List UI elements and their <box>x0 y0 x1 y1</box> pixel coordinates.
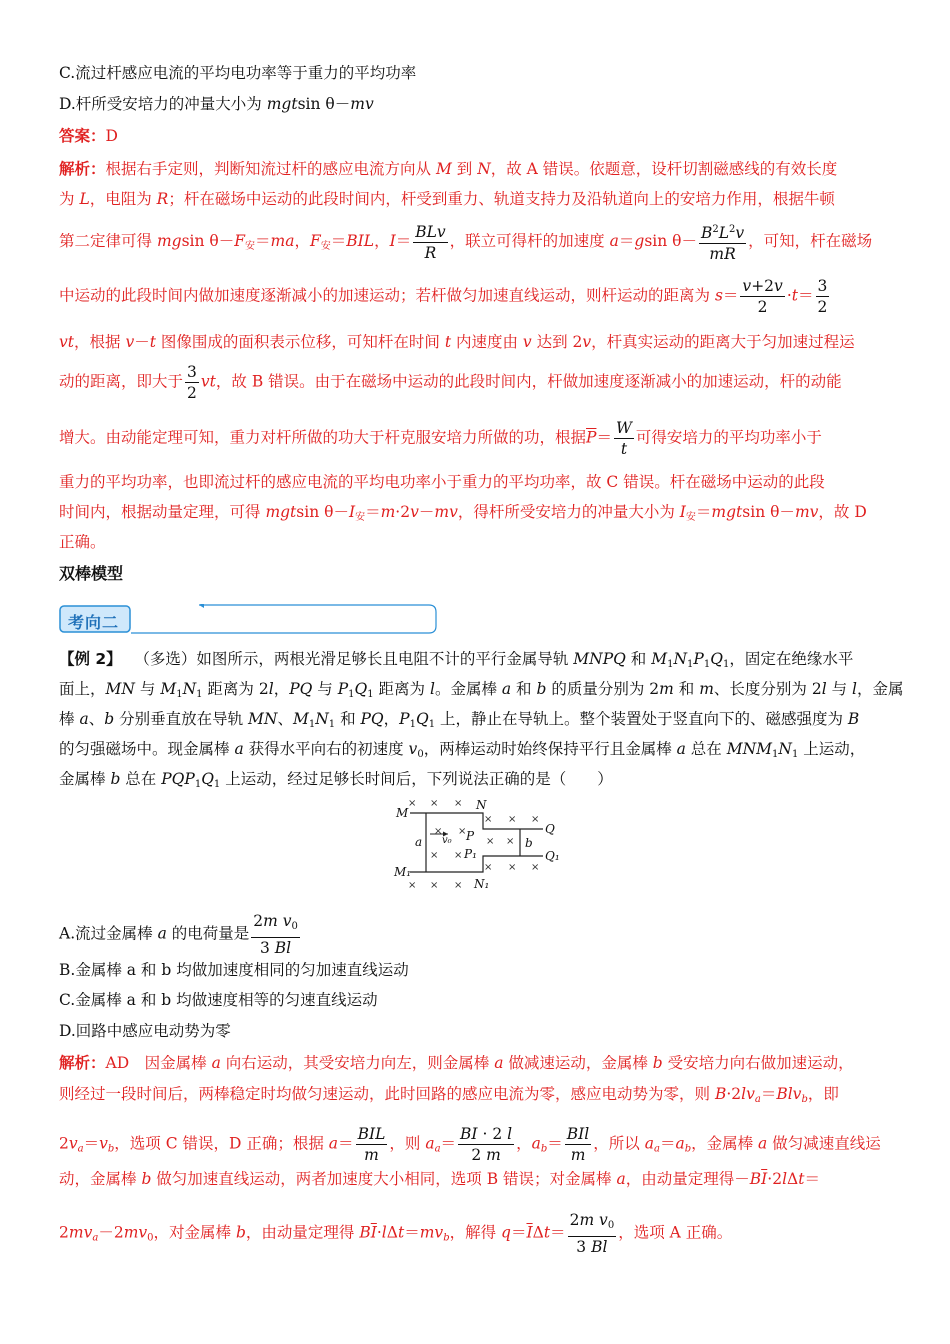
q2-analysis-line-5: $2mv_a-2mv_0$，对金属棒 b，由动量定理得 $B\overline{I}\cdot l\Delta t=mv_b$，解得 $q=\overline{I}\Delta t=$ $\frac{2m v_0}{3 Bl}$ ，选项 A 正确。 <box>59 1211 733 1256</box>
q2-option-b-text: B.金属棒 a 和 b 均做加速度相同的匀加速直线运动 <box>59 961 409 979</box>
label-Q1: Q₁ <box>545 849 560 863</box>
q1-analysis-label: 解析： <box>59 160 106 178</box>
label-P: P <box>466 829 475 843</box>
svg-text:×: × <box>531 862 540 873</box>
topic-badge-label: 考向二 <box>68 613 120 632</box>
q2-answer-value: AD <box>105 1054 130 1072</box>
section-title <box>59 563 123 585</box>
q1-option-d: D.杆所受安培力的冲量大小为 mgtsin θ－mv <box>59 95 374 113</box>
q2-option-d <box>59 1020 231 1042</box>
rail-diagram-svg <box>388 796 568 896</box>
svg-text:×: × <box>430 798 439 809</box>
label-N1: N₁ <box>474 877 490 891</box>
q2-analysis-label: 解析： <box>59 1054 106 1072</box>
rail-diagram <box>388 796 568 900</box>
q1-analysis-line-4: 中运动的此段时间内做加速度逐渐减小的加速运动；若杆做匀加速直线运动，则杆运动的距离为 s＝ $\frac{v+2v}{2}$ ·t＝ $\frac{3}{2}$ <box>59 277 828 316</box>
label-M: M <box>396 806 409 820</box>
svg-text:×: × <box>484 862 493 873</box>
svg-text:×: × <box>454 880 463 891</box>
svg-text:×: × <box>454 798 463 809</box>
svg-text:×: × <box>408 798 417 809</box>
q1-analysis-line-5: vt，根据 v－t 图像围成的面积表示位移，可知杆在时间 t 内速度由 v 达到 2v，杆真实运动的距离大于匀加速过程运 <box>59 333 855 351</box>
q1-analysis-line-6: 动的距离，即大于 $\frac{3}{2}$ vt，故 B 错误。由于在磁场中运动的此段时间内，杆做加速度逐渐减小的加速运动，杆的动能 <box>59 363 842 402</box>
svg-text:×: × <box>506 836 515 847</box>
q1-analysis-line-2: 为 L，电阻为 R；杆在磁场中运动的此段时间内，杆受到重力、轨道支持力及沿轨道向上的安培力作用，根据牛顿 <box>59 190 835 208</box>
svg-text:×: × <box>486 836 495 847</box>
svg-text:×: × <box>430 850 439 861</box>
q1-answer-value: D <box>105 127 118 145</box>
svg-text:×: × <box>508 814 517 825</box>
q1-analysis-line-3: 第二定律可得 mgsin $\theta-F_安=ma$，$F_安=BIL$，I＝ $\frac{\text{BLv}}{R}$ ，联立可得杆的加速度 a＝gsin θ－ $\frac{B^2L^2v}{mR}$ ，可知，杆在磁场 <box>59 220 872 264</box>
q1-analysis-line-1: 解析：根据右手定则，判断知流过杆的感应电流方向从 M 到 N，故 A 错误。依题意，设杆切割磁感线的有效长度 <box>59 160 838 178</box>
label-N: N <box>476 798 487 812</box>
label-M1: M₁ <box>394 865 412 879</box>
q2-stem-line-2: 面上，MN 与 $M_1N_1$ 距离为 2l，PQ 与 $P_1Q_1$ 距离为 l。金属棒 a 和 b 的质量分别为 2m 和 m、长度分别为 2l 与 l，金属 <box>59 680 904 700</box>
q1-analysis-line-10 <box>59 531 106 553</box>
svg-text:×: × <box>434 826 443 837</box>
q2-analysis-line-1: 解析：AD 因金属棒 a 向右运动，其受安培力向左，则金属棒 a 做减速运动，金属棒 b 受安培力向右做加速运动， <box>59 1054 854 1072</box>
label-b: b <box>525 836 533 850</box>
svg-text:×: × <box>454 850 463 861</box>
label-P1: P₁ <box>464 847 477 861</box>
q2-analysis-line-2: 则经过一段时间后，两棒稳定时均做匀速运动，此时回路的感应电流为零，感应电动势为零，则 $B\cdot 2lv_a=Blv_b$，即 <box>59 1085 839 1105</box>
label-Q: Q <box>545 822 555 836</box>
q1-answer-label: 答案： <box>59 127 106 145</box>
svg-text:×: × <box>408 880 417 891</box>
topic-badge <box>59 604 439 640</box>
q1-option-c <box>59 62 416 84</box>
q1-analysis-line-7: 增大。由动能定理可知，重力对杆所做的功大于杆克服安培力所做的功，根据$\overline{P}=$ $\frac{W}{t}$ 可得安培力的平均功率小于 <box>59 419 822 458</box>
q2-stem-line-4: 的匀强磁场中。现金属棒 a 获得水平向右的初速度 $v_0$，两棒运动时始终保持平行且金属棒 a 总在 $MNM_1N_1$ 上运动， <box>59 740 866 760</box>
q2-stem-line-5: 金属棒 b 总在 $PQP_1Q_1$ 上运动，经过足够长时间后，下列说法正确的是（ ） <box>59 770 613 790</box>
q2-stem-line-1: 【例 2】 （多选）如图所示，两根光滑足够长且电阻不计的平行金属导轨 MNPQ 和 $M_1N_1P_1Q_1$，固定在绝缘水平 <box>59 650 854 670</box>
q2-option-c <box>59 989 378 1011</box>
q2-option-a: A.流过金属棒 a 的电荷量是 $\frac{2m v_0}{3 Bl}$ <box>59 912 298 957</box>
q2-option-c-text: C.金属棒 a 和 b 均做速度相等的匀速直线运动 <box>59 991 378 1009</box>
example-label: 【例 2】 <box>59 650 114 668</box>
svg-text:×: × <box>484 814 493 825</box>
q2-analysis-line-4: 动，金属棒 b 做匀加速直线运动，两者加速度大小相同，选项 B 错误；对金属棒 a，由动量定理得$-B\overline{I}\cdot 2l\Delta t=$ <box>59 1170 820 1188</box>
q2-option-d-text: D.回路中感应电动势为零 <box>59 1022 231 1040</box>
q1-option-c-text: C.流过杆感应电流的平均电功率等于重力的平均功率 <box>59 64 417 82</box>
section-title-text: 双棒模型 <box>59 564 124 583</box>
q2-option-b <box>59 959 409 981</box>
svg-text:×: × <box>508 862 517 873</box>
label-v0: v₀ <box>442 835 452 846</box>
q1-analysis-line-8: 重力的平均功率，也即流过杆的感应电流的平均电功率小于重力的平均功率，故 C 错误。杆在磁场中运动的此段 <box>59 473 825 491</box>
q1-analysis-line-9: 时间内，根据动量定理，可得 mgtsin $\theta-I_安=m\cdot 2v-mv$，得杆所受安培力的冲量大小为 $I_安=mgtsin$ θ－mv，故 D <box>59 503 867 523</box>
q2-stem-line-3: 棒 a、b 分别垂直放在导轨 MN、$M_1N_1$ 和 PQ，$P_1Q_1$ 上，静止在导轨上。整个装置处于竖直向下的、磁感强度为 B <box>59 710 860 730</box>
svg-text:×: × <box>458 826 467 837</box>
svg-text:×: × <box>430 880 439 891</box>
svg-text:×: × <box>531 814 540 825</box>
q1-analysis-end: 正确。 <box>59 533 106 551</box>
q2-analysis-line-3: $2v_a=v_b$，选项 C 错误，D 正确；根据 a＝ $\frac{\text{BIL}}{m}$ ，则 $a_a=$ $\frac{BI \cdot 2 l}{2 m}$ ，$a_b=$ $\frac{\text{BIl}}{m}$ ，所以 $a_a=a_b$，金属棒 a 做匀减速直线运 <box>59 1125 881 1164</box>
q1-answer <box>59 125 118 147</box>
label-a: a <box>415 835 423 849</box>
